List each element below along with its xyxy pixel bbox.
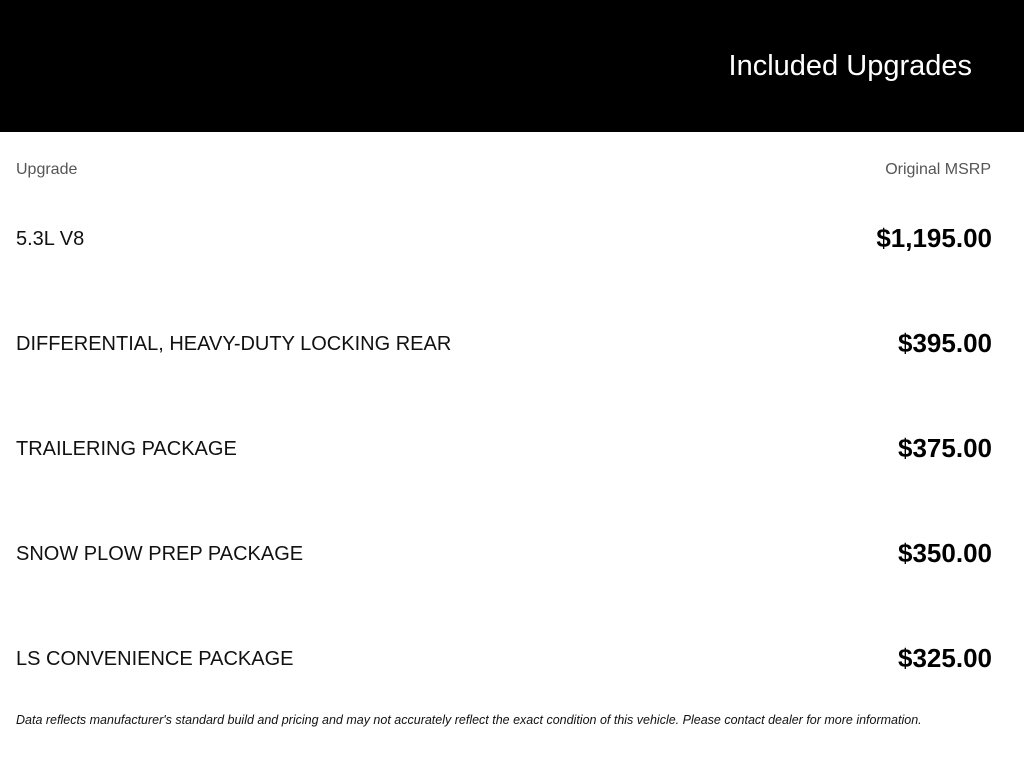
column-header-upgrade: Upgrade xyxy=(16,161,78,178)
upgrade-price: $375.00 xyxy=(898,433,992,463)
header-bar xyxy=(0,0,1024,132)
upgrades-list xyxy=(0,190,1024,715)
table-row xyxy=(0,400,1024,505)
upgrade-price: $395.00 xyxy=(898,328,992,358)
upgrade-price: $350.00 xyxy=(898,538,992,568)
upgrade-name: LS CONVENIENCE PACKAGE xyxy=(16,648,294,670)
upgrade-name: 5.3L V8 xyxy=(16,228,85,250)
upgrade-name: SNOW PLOW PREP PACKAGE xyxy=(16,543,304,565)
upgrade-price: $1,195.00 xyxy=(876,223,992,253)
table-row xyxy=(0,295,1024,400)
page-title: Included Upgrades xyxy=(728,50,972,82)
disclaimer-text: Data reflects manufacturer's standard build and pricing and may not accurately reflect the exact condition of this vehicle. Please contact dealer for more information. xyxy=(16,713,922,727)
table-row xyxy=(0,190,1024,295)
column-header-msrp: Original MSRP xyxy=(885,161,991,178)
table-row xyxy=(0,610,1024,715)
table-row xyxy=(0,505,1024,610)
upgrade-name: TRAILERING PACKAGE xyxy=(16,438,237,460)
upgrade-name: DIFFERENTIAL, HEAVY-DUTY LOCKING REAR xyxy=(16,333,452,355)
upgrade-price: $325.00 xyxy=(898,643,992,673)
